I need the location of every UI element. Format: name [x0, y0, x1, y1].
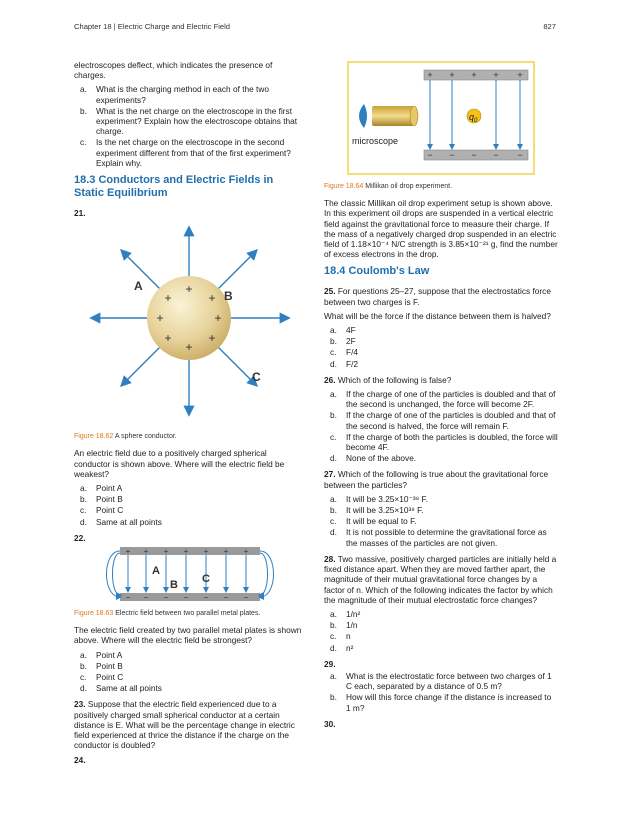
svg-text:+: + [125, 547, 131, 557]
answer-option: a. What is the electrostatic force between two charges of 1 C each, separated by a distance of 0.5 m? [330, 670, 552, 692]
answer-option: b. 1/n [330, 620, 358, 631]
answer-option: b. How will this force change if the distance is increased to 1 m? [330, 692, 552, 713]
question-21-number: 21. [74, 208, 86, 219]
svg-text:+: + [493, 70, 499, 80]
answer-option: b. 2F [330, 336, 356, 347]
answer-option: b. It will be 3.25×10³⁸ F. [330, 505, 424, 516]
question-26: 26. Which of the following is false? [324, 374, 452, 385]
question-21-text: An electric field due to a positively charged spherical conductor is shown above. Where will the electric field be weakest? [74, 448, 285, 479]
answer-option: b. Point B [80, 660, 123, 671]
answer-option: b. If the charge of one of the particles is doubled and that of the second is halved, the force will remain F. [330, 410, 556, 431]
svg-text:−: − [183, 593, 189, 603]
negative-plate [120, 593, 260, 601]
svg-text:+: + [203, 547, 209, 557]
point-c-label: C [202, 573, 210, 586]
left-column [74, 60, 304, 765]
right-column [324, 60, 558, 729]
point-a-label: A [152, 565, 160, 578]
microscope-label: microscope [352, 136, 399, 146]
point-b-label: B [170, 579, 178, 592]
svg-text:−: − [125, 593, 131, 603]
svg-text:−: − [203, 593, 209, 603]
svg-text:−: − [427, 150, 433, 160]
answer-option: c. F/4 [330, 347, 358, 358]
answer-option: b. What is the net charge on the electroscope in the first experiment? Explain how the electroscope obtains that charge. [80, 105, 298, 137]
point-a-label: A [134, 279, 143, 294]
figure-62-caption: Figure 18.62 A sphere conductor. [74, 433, 177, 441]
svg-text:+: + [214, 311, 222, 326]
point-c-label: C [252, 370, 261, 385]
figure-sphere-conductor [74, 218, 304, 428]
answer-option: d. Same at all points [80, 683, 162, 694]
millikan-question-text: The classic Millikan oil drop experiment setup is shown above. In this experiment oil drops are suspended in a vertical electric field against the gravitational force to measure their charge. If the mass of a negatively charged drop suspended in an electric field of 1.18×10⁻⁴ N/C strength is 3.85×10⁻²¹ g, find the number of excess electrons in the drop. [324, 198, 558, 260]
question-26-options [324, 389, 558, 463]
svg-text:+: + [143, 547, 149, 557]
section-heading-18-4: 18.4 Coulomb's Law [324, 265, 430, 278]
field-lines [107, 551, 274, 597]
answer-option: a. 1/n² [330, 608, 361, 619]
svg-text:+: + [223, 547, 229, 557]
answer-option: c. Point C [80, 672, 124, 683]
svg-text:+: + [183, 547, 189, 557]
question-28-options [324, 609, 558, 653]
question-25-options [324, 325, 558, 369]
answer-option: d. Same at all points [80, 516, 162, 527]
question-30-number: 30. [324, 718, 336, 729]
intro-list [74, 84, 304, 168]
question-27-options [324, 494, 558, 548]
figure-64-caption: Figure 18.64 Millikan oil drop experiment. [324, 183, 453, 190]
figure-parallel-plates [74, 543, 304, 605]
answer-option: b. Point B [80, 494, 123, 505]
figure-63-caption: Figure 18.63 Electric field between two parallel metal plates. [74, 610, 261, 618]
answer-option: d. n² [330, 642, 354, 653]
svg-text:+: + [185, 340, 193, 355]
answer-option: c. n [330, 631, 351, 642]
question-29-number: 29. [324, 658, 336, 669]
svg-text:−: − [223, 593, 229, 603]
svg-text:+: + [164, 291, 172, 306]
answer-option: a. 4F [330, 325, 356, 336]
answer-option: a. What is the charging method in each of the two experiments? [80, 84, 269, 105]
svg-text:−: − [517, 150, 523, 160]
svg-text:+: + [185, 282, 193, 297]
section-heading-18-3: 18.3 Conductors and Electric Fields in Static Equilibrium [74, 174, 274, 200]
answer-option: a. It will be 3.25×10⁻³⁸ F. [330, 493, 428, 504]
question-23: 23. Suppose that the electric field experienced due to a positively charged small spherical conductor at a certain distance is E. What will be the percentage change in electric field experienced at thrice the distance if the charge on the conductor is doubled? [74, 699, 295, 751]
question-22-number: 22. [74, 532, 86, 543]
answer-option: c. If the charge of both the particles is doubled, the force will become 4F. [330, 431, 558, 453]
question-22-text: The electric field created by two parallel metal plates is shown above. Where will the electric field be strongest? [74, 625, 302, 646]
answer-option: d. None of the above. [330, 453, 417, 464]
question-29-options [324, 671, 558, 713]
answer-option: d. F/2 [330, 358, 358, 369]
question-28: 28. Two massive, positively charged particles are initially held a fixed distance apart. When they are moved farther apart, the magnitude of their mutual gravitational force changes by a factor of n. Which of the following indicates the factor by which the magnitude of their mutual electrostatic force changes? [324, 553, 557, 605]
svg-text:−: − [163, 593, 169, 603]
svg-text:+: + [156, 311, 164, 326]
svg-text:+: + [243, 547, 249, 557]
answer-option: a. If the charge of one of the particles is doubled and that of the second is unchanged, the force will become 2F. [330, 389, 556, 410]
svg-text:+: + [208, 331, 216, 346]
svg-text:+: + [208, 291, 216, 306]
svg-text:+: + [427, 70, 433, 80]
svg-text:+: + [449, 70, 455, 80]
point-b-label: B [224, 289, 233, 304]
svg-text:+: + [163, 547, 169, 557]
question-21-options [74, 483, 304, 527]
svg-text:−: − [493, 150, 499, 160]
svg-text:+: + [471, 70, 477, 80]
svg-text:+: + [517, 70, 523, 80]
answer-option: a. Point A [80, 649, 123, 660]
svg-text:+: + [164, 331, 172, 346]
question-25-sub: What will be the force if the distance between them is halved? [324, 310, 551, 321]
intro-text: electroscopes deflect, which indicates the presence of charges. [74, 60, 273, 81]
microscope-body [372, 106, 414, 126]
answer-option: d. It is not possible to determine the gravitational force as the masses of the particles are not given. [330, 527, 547, 548]
answer-option: a. Point A [80, 483, 123, 494]
page-number: 827 [543, 22, 556, 31]
answer-option: c. Point C [80, 505, 124, 516]
question-27: 27. Which of the following is true about the gravitational force between the particles? [324, 469, 549, 490]
svg-text:−: − [143, 593, 149, 603]
svg-text:−: − [471, 150, 477, 160]
oil-drop-charge-label: $q_0$ [469, 112, 478, 124]
figure-millikan-setup [324, 60, 558, 178]
answer-option: c. Is the net charge on the electroscope in the second experiment different from that of the first experiment? Explain why. [80, 137, 291, 168]
svg-text:−: − [449, 150, 455, 160]
running-header: Chapter 18 | Electric Charge and Electric Field [74, 22, 231, 31]
question-24-number: 24. [74, 754, 86, 765]
question-25: 25. For questions 25–27, suppose that the electrostatics force between two charges is F. [324, 286, 551, 307]
svg-text:−: − [243, 593, 249, 603]
question-22-options [74, 650, 304, 694]
positive-plate [120, 547, 260, 555]
answer-option: c. It will be equal to F. [330, 516, 417, 527]
